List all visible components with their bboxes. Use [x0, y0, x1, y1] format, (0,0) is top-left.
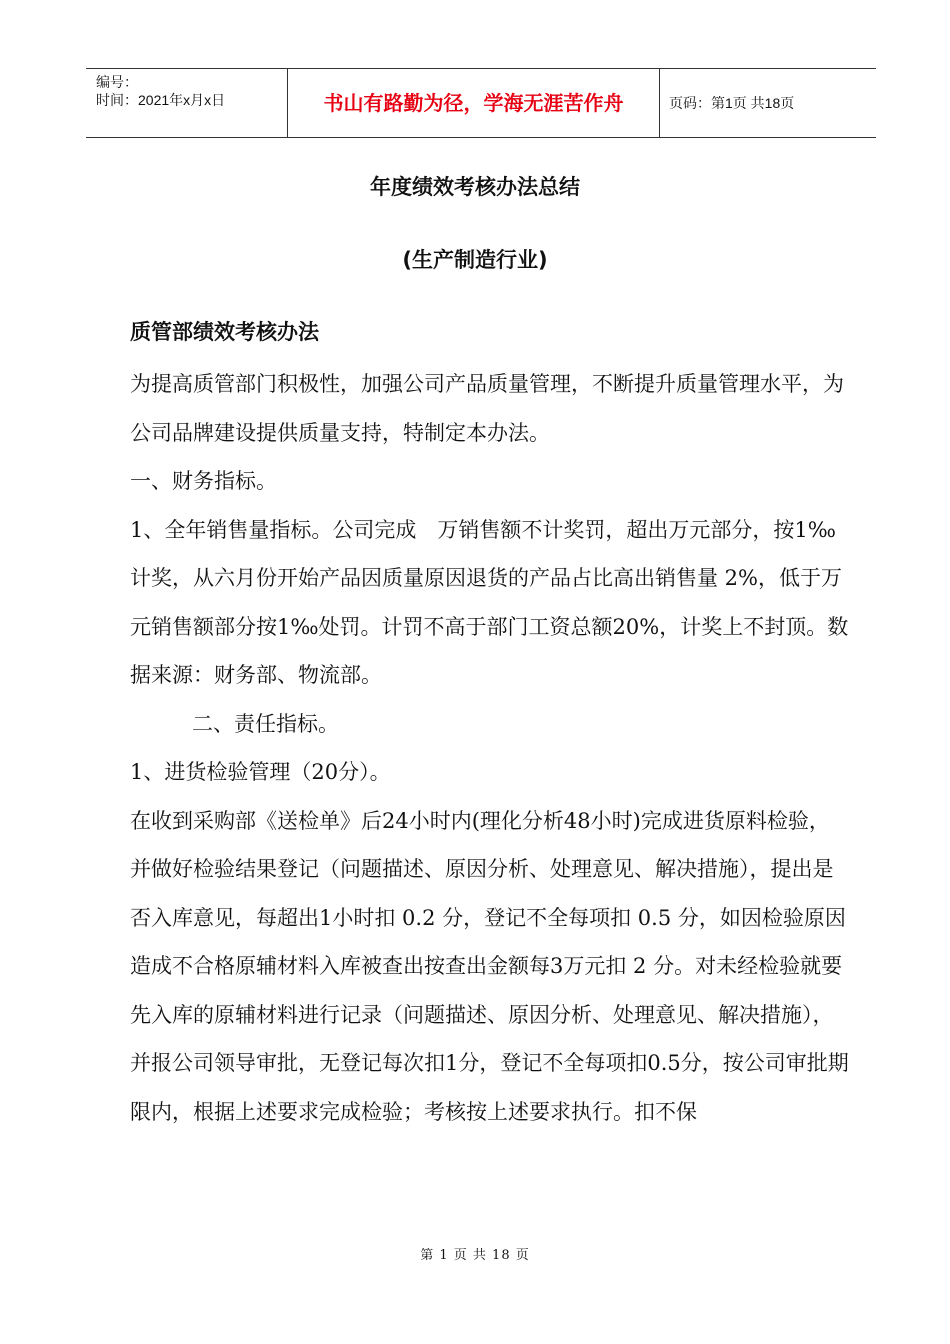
header-time: 时间：2021年x月x日 [96, 92, 226, 108]
paragraph: 在收到采购部《送检单》后24小时内(理化分析48小时)完成进货原料检验，并做好检验结果登记（问题描述、原因分析、处理意见、解决措施），提出是否入库意见，每超出1小时扣 0.2 分，登记不全每项扣 0.5 分，如因检验原因造成不合格原辅材料入库被查出按查出金额每3万元扣 2 分。对未经检验就要先入库的原辅材料进行记录（问题描述、原因分析、处理意见、解决措施），并报公司领导审批，无登记每次扣1分，登记不全每项扣0.5分，按公司审批期限内，根据上述要求完成检验；考核按上述要求执行。扣不保 [130, 808, 849, 1124]
document-subtitle: (生产制造行业) [402, 248, 548, 272]
paragraph: 一、财务指标。 [130, 469, 277, 493]
body-text [130, 360, 850, 1136]
header-divider [659, 69, 660, 137]
paragraph: 1、全年销售量指标。公司完成 万销售额不计奖罚，超出万元部分，按1‰计奖，从六月份开始产品因质量原因退货的产品占比高出销售量 2%，低于万元销售额部分按1‰处罚。计罚不高于部门工资总额20%，计奖上不封顶。数据来源：财务部、物流部。 [130, 517, 849, 687]
document-title: 年度绩效考核办法总结 [370, 175, 580, 199]
page-footer: 第 1 页 共 18 页 [420, 1248, 530, 1263]
header-motto: 书山有路勤为径，学海无涯苦作舟 [323, 91, 624, 115]
paragraph: 二、责任指标。 [192, 711, 339, 736]
section-heading: 质管部绩效考核办法 [130, 320, 319, 344]
paragraph: 为提高质管部门积极性，加强公司产品质量管理，不断提升质量管理水平，为公司品牌建设提供质量支持，特制定本办法。 [130, 372, 844, 445]
header-page-number: 页码：第1页 共18页 [669, 95, 795, 111]
header-number: 编号： [96, 74, 138, 90]
header-meta [96, 73, 225, 109]
paragraph: 1、进货检验管理（20分）。 [130, 760, 391, 784]
document-header [86, 68, 876, 138]
